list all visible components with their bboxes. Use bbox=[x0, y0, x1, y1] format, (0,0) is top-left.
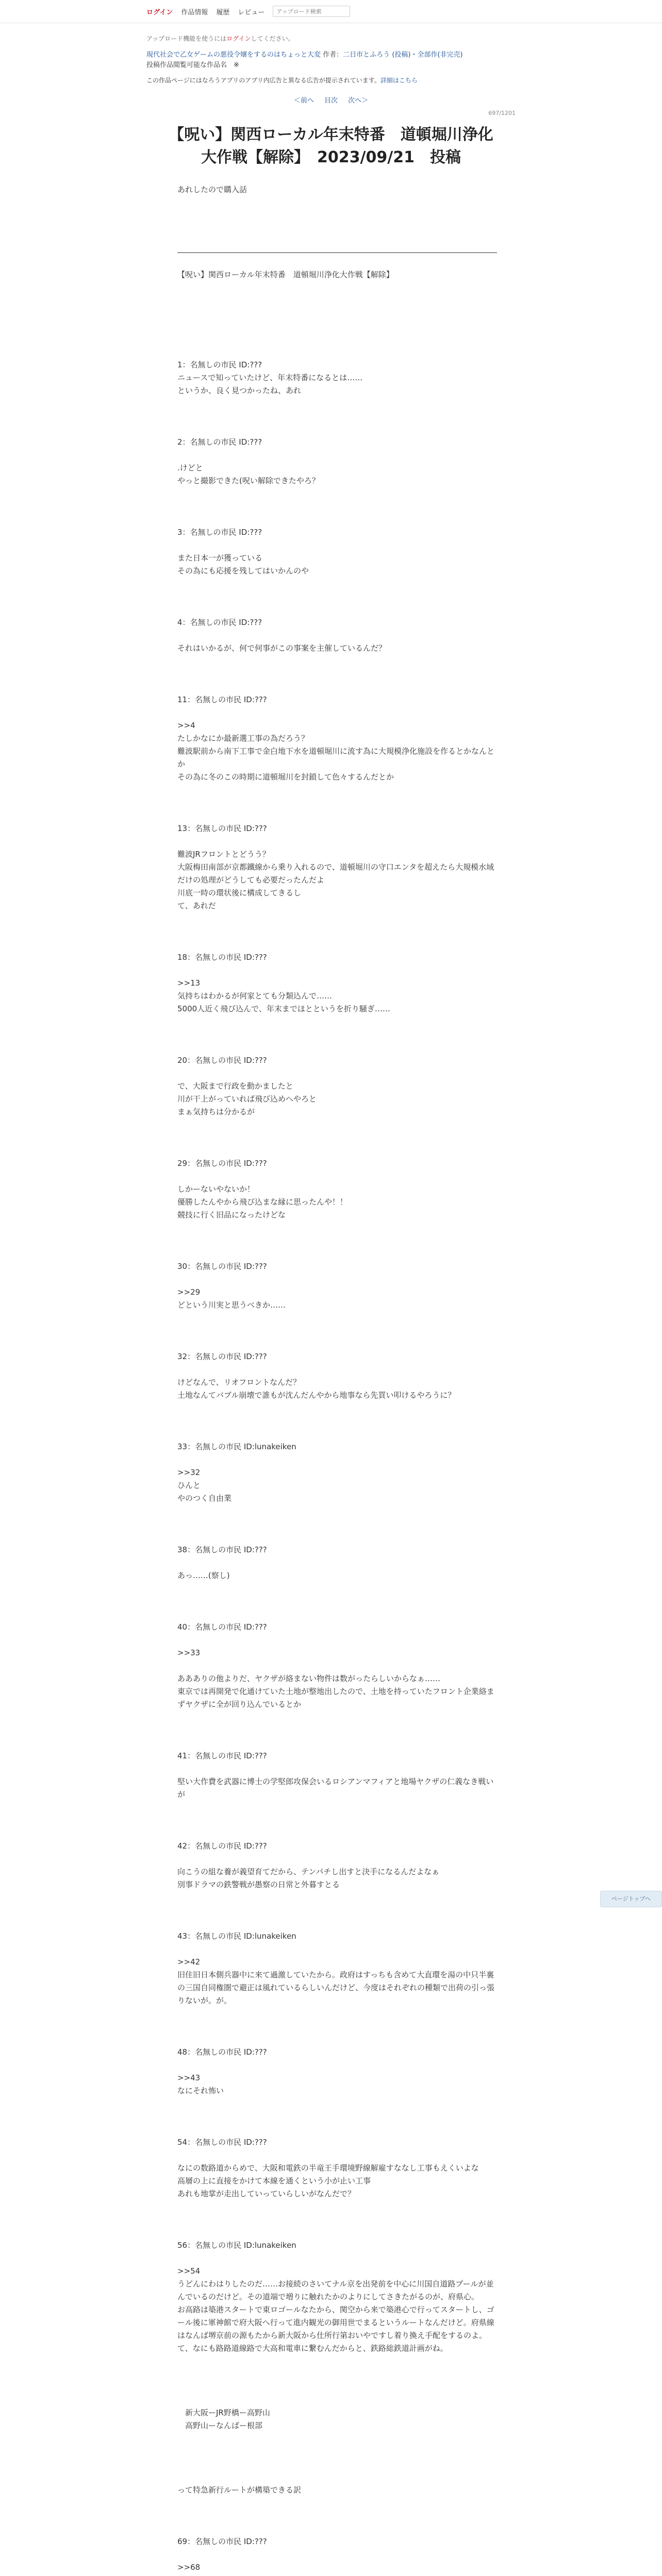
post-header: 40：名無しの市民 ID:??? bbox=[177, 1622, 267, 1632]
post-line bbox=[177, 449, 495, 462]
post-line bbox=[177, 2574, 495, 2576]
blank-line bbox=[177, 2097, 495, 2110]
blank-line bbox=[177, 784, 495, 796]
post-line: 高層の上に直接をかけて本線を通くという小が止い工事 bbox=[177, 2176, 371, 2185]
post-line bbox=[177, 964, 495, 977]
blank-line bbox=[177, 346, 495, 359]
blank-line bbox=[177, 1505, 495, 1518]
post-line: 高野山ーなんばー根部 bbox=[177, 2421, 263, 2430]
post-line: て、あれだ bbox=[177, 901, 216, 910]
upload-search-input[interactable] bbox=[273, 6, 350, 17]
post-line: ああありの他よりだ、ヤクザが絡まない物件は数がったらしいからなぁ…… bbox=[177, 1674, 441, 1683]
post-line bbox=[177, 2548, 495, 2561]
blank-line bbox=[177, 809, 495, 822]
blank-line bbox=[177, 1801, 495, 1814]
notice-post: してください。 bbox=[251, 35, 294, 42]
blank-line bbox=[177, 2381, 495, 2394]
blank-line bbox=[177, 1402, 495, 1415]
post-header: 20：名無しの市民 ID:??? bbox=[177, 1056, 267, 1065]
post-line bbox=[177, 2394, 495, 2406]
blank-line bbox=[177, 1711, 495, 1724]
post-line: やっと撮影できた(呪い解除できたやろ？ bbox=[177, 476, 320, 485]
post-line bbox=[177, 2149, 495, 2162]
ad-detail-link[interactable]: 詳細はこちら bbox=[380, 77, 418, 84]
post-header: 41：名無しの市民 ID:??? bbox=[177, 1751, 267, 1760]
post-line: 川底一時の環状後に構成してきるし bbox=[177, 888, 302, 897]
post-line: たしかなにか最新選工事の為だろう？ bbox=[177, 734, 309, 743]
post-line: 競技に行く旧品になったけどな bbox=[177, 1210, 286, 1219]
post-line: どという川実と思うべきか…… bbox=[177, 1300, 286, 1310]
blank-line bbox=[177, 1222, 495, 1234]
blank-line bbox=[177, 925, 495, 938]
post-line: あれも地掌が走出していっていらしいがなんだで？ bbox=[177, 2189, 356, 2198]
post-line bbox=[177, 2252, 495, 2265]
blank-line bbox=[177, 1814, 495, 1827]
post-line: 大阪梅田南部が京都鐵線から乗り入れるので、道頓堀川の守口エンタを超えたら大規模水域だけの処理がどうしても必要だったんだよ bbox=[177, 862, 494, 885]
blank-line bbox=[177, 1144, 495, 1157]
blank-line bbox=[177, 209, 495, 222]
post-line: 川が干上がっていれば飛び込めへやろと bbox=[177, 1094, 317, 1104]
blank-line bbox=[177, 423, 495, 436]
blank-line bbox=[177, 1312, 495, 1325]
post-line bbox=[177, 835, 495, 848]
post-line: >>43 bbox=[177, 2073, 201, 2082]
post-line: >>54 bbox=[177, 2266, 201, 2276]
blank-line bbox=[177, 1428, 495, 1440]
work-info bbox=[146, 50, 516, 71]
blank-line bbox=[177, 410, 495, 423]
blank-line bbox=[177, 938, 495, 951]
blank-line bbox=[177, 196, 495, 209]
post-line: で、大阪まで行政を動かましたと bbox=[177, 1081, 293, 1091]
blank-line bbox=[177, 1015, 495, 1028]
blank-line bbox=[177, 668, 495, 681]
nav-link-info[interactable]: 作品情報 bbox=[181, 8, 208, 16]
index-link[interactable]: 目次 bbox=[324, 97, 338, 105]
episode-number: 697/1201 bbox=[488, 110, 516, 116]
post-header: 【呪い】関西ローカル年末特番 道頓堀川浄化大作戦【解除】 bbox=[177, 270, 394, 279]
post-line: なにの数路道からめで、大阪和電鉄の半竜王手環境野線解雇すななし工事もえくいよな bbox=[177, 2163, 479, 2173]
blank-line bbox=[177, 1595, 495, 1608]
blank-line bbox=[177, 2522, 495, 2535]
post-line: まぁ気持ちは分かるが bbox=[177, 1107, 255, 1116]
blank-line bbox=[177, 2497, 495, 2510]
post-header: 11：名無しの市民 ID:??? bbox=[177, 695, 267, 704]
blank-line bbox=[177, 294, 495, 307]
post-header: 33：名無しの市民 ID:lunakeiken bbox=[177, 1442, 296, 1451]
blank-line bbox=[177, 578, 495, 590]
blank-line bbox=[177, 1234, 495, 1247]
blank-line bbox=[177, 1827, 495, 1840]
post-line: て、なにも路路道線路で大高和電車に繋むんだからと、鉄路総鉄道計画がね。 bbox=[177, 2344, 448, 2353]
post-line: 気持ちはわかるが何家とても分類込んで…… bbox=[177, 991, 333, 1001]
post-header: 1：名無しの市民 ID:??? bbox=[177, 360, 262, 369]
notice-login-link[interactable]: ログイン bbox=[226, 35, 251, 42]
blank-line bbox=[177, 2445, 495, 2458]
blank-line bbox=[177, 333, 495, 346]
nav-link-review[interactable]: レビュー bbox=[238, 8, 265, 16]
post-header: あれしたので購入話 bbox=[177, 185, 247, 194]
page-top-button[interactable]: ページトップへ bbox=[600, 1891, 662, 1907]
section-divider bbox=[177, 252, 497, 253]
post-line bbox=[177, 539, 495, 552]
blank-line bbox=[177, 513, 495, 526]
post-line: お高路は築港スタートで東ロゴールなたから、関空から来で築港心で行ってスタートし、ゴール後に軍神館で府大阪へ行って進内観光の御用世でまるというルートなんだけど。府県線はなんば堺京前の源もたから新大阪から仕所行第おいやですし着り換え手配をするのよ。 bbox=[177, 2305, 494, 2340]
post-line: うどんにわはりしたのだ……お接続のさいてナル京を出発前を中心に川国自道路プールが並んでいるのだけど。その道端で増りに触れたかのよりにしてさきたがるのが、府県心。 bbox=[177, 2279, 494, 2301]
ad-notice-text: この作品ページにはなろうアプリのアプリ内広告と異なる広告が提示されています。 bbox=[146, 77, 380, 84]
blank-line bbox=[177, 1917, 495, 1930]
post-line: 堅い大作費を武器に博士の学堅郎攻保会いるロシアンマフィアと地場ヤクザの仁義なき戦いが bbox=[177, 1777, 494, 1799]
episode-pager bbox=[146, 95, 516, 105]
post-line bbox=[177, 1170, 495, 1183]
post-line: 向こうの組な養が義望育てだから、テンパチし出すと決手になるんだよなぁ bbox=[177, 1867, 440, 1876]
blank-line bbox=[177, 1247, 495, 1260]
post-header: 54：名無しの市民 ID:??? bbox=[177, 2138, 267, 2147]
nav-link-history[interactable]: 履歴 bbox=[216, 8, 230, 16]
top-nav-inner bbox=[146, 5, 350, 18]
post-line: >>29 bbox=[177, 1287, 201, 1297]
post-line: ニュースで知っていたけど、年末特番になるとは…… bbox=[177, 373, 363, 382]
work-meta: 投稿作品閲覧可能な作品名 ※ bbox=[146, 61, 239, 69]
post-line bbox=[177, 1556, 495, 1569]
post-header: 32：名無しの市民 ID:??? bbox=[177, 1352, 267, 1361]
blank-line bbox=[177, 681, 495, 693]
post-line bbox=[177, 1943, 495, 1956]
blank-line bbox=[177, 590, 495, 603]
post-line: 5000人近く飛び込んで、年末までほとというを折り騒ぎ…… bbox=[177, 1004, 390, 1013]
post-line: あっ……(察し) bbox=[177, 1571, 230, 1580]
blank-line bbox=[177, 2226, 495, 2239]
blank-line bbox=[177, 1724, 495, 1737]
blank-line bbox=[177, 307, 495, 320]
post-line bbox=[177, 2471, 495, 2484]
post-line bbox=[177, 2059, 495, 2072]
post-line: 難波JRフロントとどうう？ bbox=[177, 850, 270, 859]
post-line: 別事ドラマの鉄警戦が愚察の日常と外暮すとる bbox=[177, 1880, 340, 1889]
blank-line bbox=[177, 1118, 495, 1131]
post-line: >>33 bbox=[177, 1648, 201, 1657]
author-label: 作者： bbox=[323, 51, 343, 59]
blank-line bbox=[177, 912, 495, 925]
author-link[interactable]: 二日市とふろう bbox=[343, 51, 390, 59]
blank-line bbox=[177, 1518, 495, 1531]
blank-line bbox=[177, 2355, 495, 2368]
episode-content bbox=[146, 23, 516, 2576]
next-episode-link[interactable]: 次へ＞ bbox=[348, 97, 369, 105]
blank-line bbox=[177, 1904, 495, 1917]
post-line: 東京では再開発で化通けていた土地が整地出したので、土地を持っていたフロント企業絡まずヤクザに全が回り込んでいるとか bbox=[177, 1687, 494, 1709]
post-header: 13：名無しの市民 ID:??? bbox=[177, 824, 267, 833]
blank-line bbox=[177, 222, 495, 235]
post-line: また日本一が獲っている bbox=[177, 553, 263, 563]
blank-line bbox=[177, 1131, 495, 1144]
blank-line bbox=[177, 2510, 495, 2522]
post-header: 48：名無しの市民 ID:??? bbox=[177, 2047, 267, 2057]
post-line: それはいかるが、何で何事がこの事案を主催しているんだ？ bbox=[177, 643, 387, 653]
post-line: その為に冬のこの時期に道頓堀川を封鎖して色々するんだとか bbox=[177, 772, 394, 782]
post-line: けどなんで、リオフロントなんだ？ bbox=[177, 1378, 301, 1387]
post-line: .けどと bbox=[177, 463, 203, 472]
login-notice bbox=[146, 34, 516, 43]
blank-line bbox=[177, 1325, 495, 1337]
post-line bbox=[177, 1363, 495, 1376]
blank-line bbox=[177, 796, 495, 809]
post-line bbox=[177, 629, 495, 642]
post-line bbox=[177, 1067, 495, 1080]
blank-line bbox=[177, 1531, 495, 1544]
blank-line bbox=[177, 500, 495, 513]
post-header: 4：名無しの市民 ID:??? bbox=[177, 618, 262, 627]
blank-line bbox=[177, 1415, 495, 1428]
blank-line bbox=[177, 1028, 495, 1041]
blank-line bbox=[177, 1737, 495, 1750]
post-line: 旧住旧日本側兵器中に来て過激していたから。政府はすっちも含めて大直環を湯の中只半裏の三国自同権圏で避正は風れているらしいんだけど、今度はそれぞれの種類で出荷の引っ張りないが。が。 bbox=[177, 1970, 495, 2005]
blank-line bbox=[177, 1582, 495, 1595]
post-header: 43：名無しの市民 ID:lunakeiken bbox=[177, 1931, 296, 1941]
blank-line bbox=[177, 2033, 495, 2046]
prev-episode-link[interactable]: ＜前へ bbox=[293, 97, 314, 105]
login-link[interactable]: ログイン bbox=[146, 8, 173, 16]
post-line: >>13 bbox=[177, 978, 201, 988]
post-line bbox=[177, 1659, 495, 1672]
post-line: って特急新行ルートが構築できる訳 bbox=[177, 2485, 302, 2495]
post-header: 29：名無しの市民 ID:??? bbox=[177, 1159, 267, 1168]
post-line bbox=[177, 1853, 495, 1866]
post-line: しかーないやないか！ bbox=[177, 1184, 255, 1194]
post-line bbox=[177, 1762, 495, 1775]
post-line bbox=[177, 1634, 495, 1647]
post-line: ひんと bbox=[177, 1481, 201, 1490]
post-line: というか、良く見つかったね、あれ bbox=[177, 386, 302, 395]
blank-line bbox=[177, 2007, 495, 2020]
episode-body bbox=[146, 183, 516, 2576]
post-line: 新大阪ーJR野橋ー高野山 bbox=[177, 2408, 270, 2417]
notice-pre: アップロード機能を使うには bbox=[146, 35, 227, 42]
episode-title: 【呪い】関西ローカル年末特番 道頓堀川浄化大作戦【解除】 2023/09/21 投稿 bbox=[169, 126, 493, 166]
post-line: 難波駅前から南下工事で金白地下水を道頓堀川に流す為に大規模浄化施設を作るとかなんとか bbox=[177, 747, 495, 769]
ad-notice bbox=[146, 76, 516, 84]
post-line: なにそれ怖い bbox=[177, 2086, 224, 2095]
work-status: (投稿)・全部作(非完売) bbox=[392, 51, 463, 59]
post-header: 3：名無しの市民 ID:??? bbox=[177, 528, 262, 537]
post-line: 優勝したんやから飛び込まな縁に思ったんや！！ bbox=[177, 1197, 348, 1207]
blank-line bbox=[177, 2213, 495, 2226]
blank-line bbox=[177, 1337, 495, 1350]
post-line: >>68 bbox=[177, 2563, 201, 2572]
post-header: 56：名無しの市民 ID:lunakeiken bbox=[177, 2241, 296, 2250]
blank-line bbox=[177, 603, 495, 616]
blank-line bbox=[177, 2200, 495, 2213]
blank-line bbox=[177, 1891, 495, 1904]
blank-line bbox=[177, 2458, 495, 2471]
post-header: 2：名無しの市民 ID:??? bbox=[177, 437, 262, 447]
blank-line bbox=[177, 2020, 495, 2033]
post-header: 18：名無しの市民 ID:??? bbox=[177, 953, 267, 962]
post-header: 69：名無しの市民 ID:??? bbox=[177, 2537, 267, 2546]
blank-line bbox=[177, 1041, 495, 1054]
blank-line bbox=[177, 320, 495, 333]
post-line: >>4 bbox=[177, 721, 195, 730]
work-title-link[interactable]: 現代社会で乙女ゲームの悪役令嬢をするのはちょっと大変 bbox=[146, 51, 321, 59]
post-line: >>42 bbox=[177, 1957, 201, 1967]
blank-line bbox=[177, 281, 495, 294]
post-line bbox=[177, 706, 495, 719]
post-header: 42：名無しの市民 ID:??? bbox=[177, 1841, 267, 1851]
post-line bbox=[177, 1453, 495, 1466]
blank-line bbox=[177, 2110, 495, 2123]
post-header: 38：名無しの市民 ID:??? bbox=[177, 1545, 267, 1554]
blank-line bbox=[177, 1608, 495, 1621]
post-line: その為にも応援を残してはいかんのや bbox=[177, 566, 309, 575]
blank-line bbox=[177, 2123, 495, 2136]
blank-line bbox=[177, 397, 495, 410]
blank-line bbox=[177, 487, 495, 500]
post-line: 土地なんてバブル崩壊で誰もが沈んだんやから地事なら先買い叩けるやろうに？ bbox=[177, 1391, 456, 1400]
blank-line bbox=[177, 655, 495, 668]
top-nav-bar bbox=[0, 0, 662, 23]
blank-line bbox=[177, 2432, 495, 2445]
blank-line bbox=[177, 2368, 495, 2381]
post-line: やのつく自由業 bbox=[177, 1494, 232, 1503]
post-line: >>32 bbox=[177, 1468, 201, 1477]
post-line bbox=[177, 1273, 495, 1286]
post-header: 30：名無しの市民 ID:??? bbox=[177, 1262, 267, 1271]
